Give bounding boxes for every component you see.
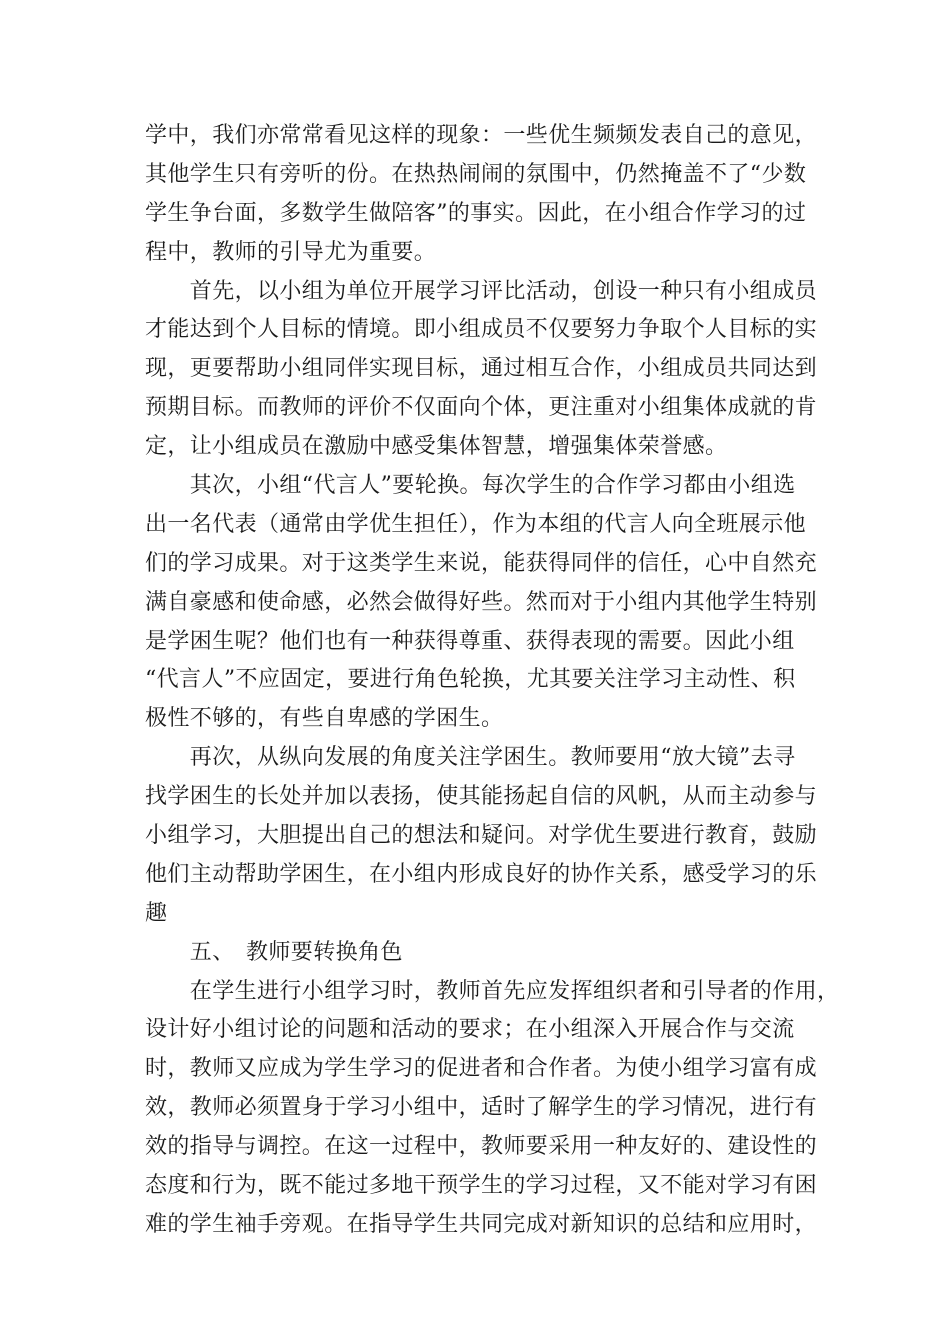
body-text bbox=[145, 117, 840, 1245]
text-line: 时，教师又应成为学生学习的促进者和合作者。为使小组学习富有成 bbox=[145, 1056, 818, 1082]
text-line: 他们主动帮助学困生，在小组内形成良好的协作关系，感受学习的乐 bbox=[145, 861, 818, 887]
text-line: 再次，从纵向发展的角度关注学困生。教师要用“放大镜”去寻 bbox=[145, 745, 796, 771]
text-line: 首先，以小组为单位开展学习评比活动，创设一种只有小组成员 bbox=[145, 278, 818, 304]
text-line: 极性不够的，有些自卑感的学困生。 bbox=[145, 706, 504, 732]
text-line: 五、 教师要转换角色 bbox=[145, 939, 403, 965]
text-line: 其他学生只有旁听的份。在热热闹闹的氛围中，仍然掩盖不了“少数 bbox=[145, 161, 807, 187]
text-line: 程中，教师的引导尤为重要。 bbox=[145, 239, 437, 265]
text-line: “代言人”不应固定，要进行角色轮换，尤其要关注学习主动性、积 bbox=[145, 667, 796, 693]
text-line: 小组学习，大胆提出自己的想法和疑问。对学优生要进行教育，鼓励 bbox=[145, 823, 818, 849]
text-line: 满自豪感和使命感，必然会做得好些。然而对于小组内其他学生特别 bbox=[145, 589, 818, 615]
text-line: 出一名代表（通常由学优生担任），作为本组的代言人向全班展示他 bbox=[145, 511, 807, 537]
text-line: 现，更要帮助小组同伴实现目标，通过相互合作，小组成员共同达到 bbox=[145, 356, 818, 382]
text-line: 其次，小组“代言人”要轮换。每次学生的合作学习都由小组选 bbox=[145, 473, 796, 499]
text-line: 才能达到个人目标的情境。即小组成员不仅要努力争取个人目标的实 bbox=[145, 317, 818, 343]
text-line: 设计好小组讨论的问题和活动的要求；在小组深入开展合作与交流 bbox=[145, 1017, 795, 1043]
text-line: 找学困生的长处并加以表扬，使其能扬起自信的风帆，从而主动参与 bbox=[145, 784, 818, 810]
text-line: 效的指导与调控。在这一过程中，教师要采用一种友好的、建设性的 bbox=[145, 1134, 818, 1160]
text-line: 效，教师必须置身于学习小组中，适时了解学生的学习情况，进行有 bbox=[145, 1095, 818, 1121]
text-line: 学生争台面，多数学生做陪客”的事实。因此，在小组合作学习的过 bbox=[145, 200, 807, 226]
text-line: 们的学习成果。对于这类学生来说，能获得同伴的信任，心中自然充 bbox=[145, 550, 818, 576]
text-line: 在学生进行小组学习时，教师首先应发挥组织者和引导者的作用， bbox=[145, 978, 840, 1004]
text-line: 定，让小组成员在激励中感受集体智慧，增强集体荣誉感。 bbox=[145, 434, 728, 460]
text-line: 趣 bbox=[145, 900, 168, 926]
text-line: 态度和行为，既不能过多地干预学生的学习过程，又不能对学习有困 bbox=[145, 1173, 818, 1199]
text-line: 预期目标。而教师的评价不仅面向个体，更注重对小组集体成就的肯 bbox=[145, 395, 818, 421]
text-line: 学中，我们亦常常看见这样的现象：一些优生频频发表自己的意见， bbox=[145, 123, 818, 148]
text-line: 难的学生袖手旁观。在指导学生共同完成对新知识的总结和应用时， bbox=[145, 1211, 818, 1237]
text-line: 是学困生呢？他们也有一种获得尊重、获得表现的需要。因此小组 bbox=[145, 628, 795, 654]
